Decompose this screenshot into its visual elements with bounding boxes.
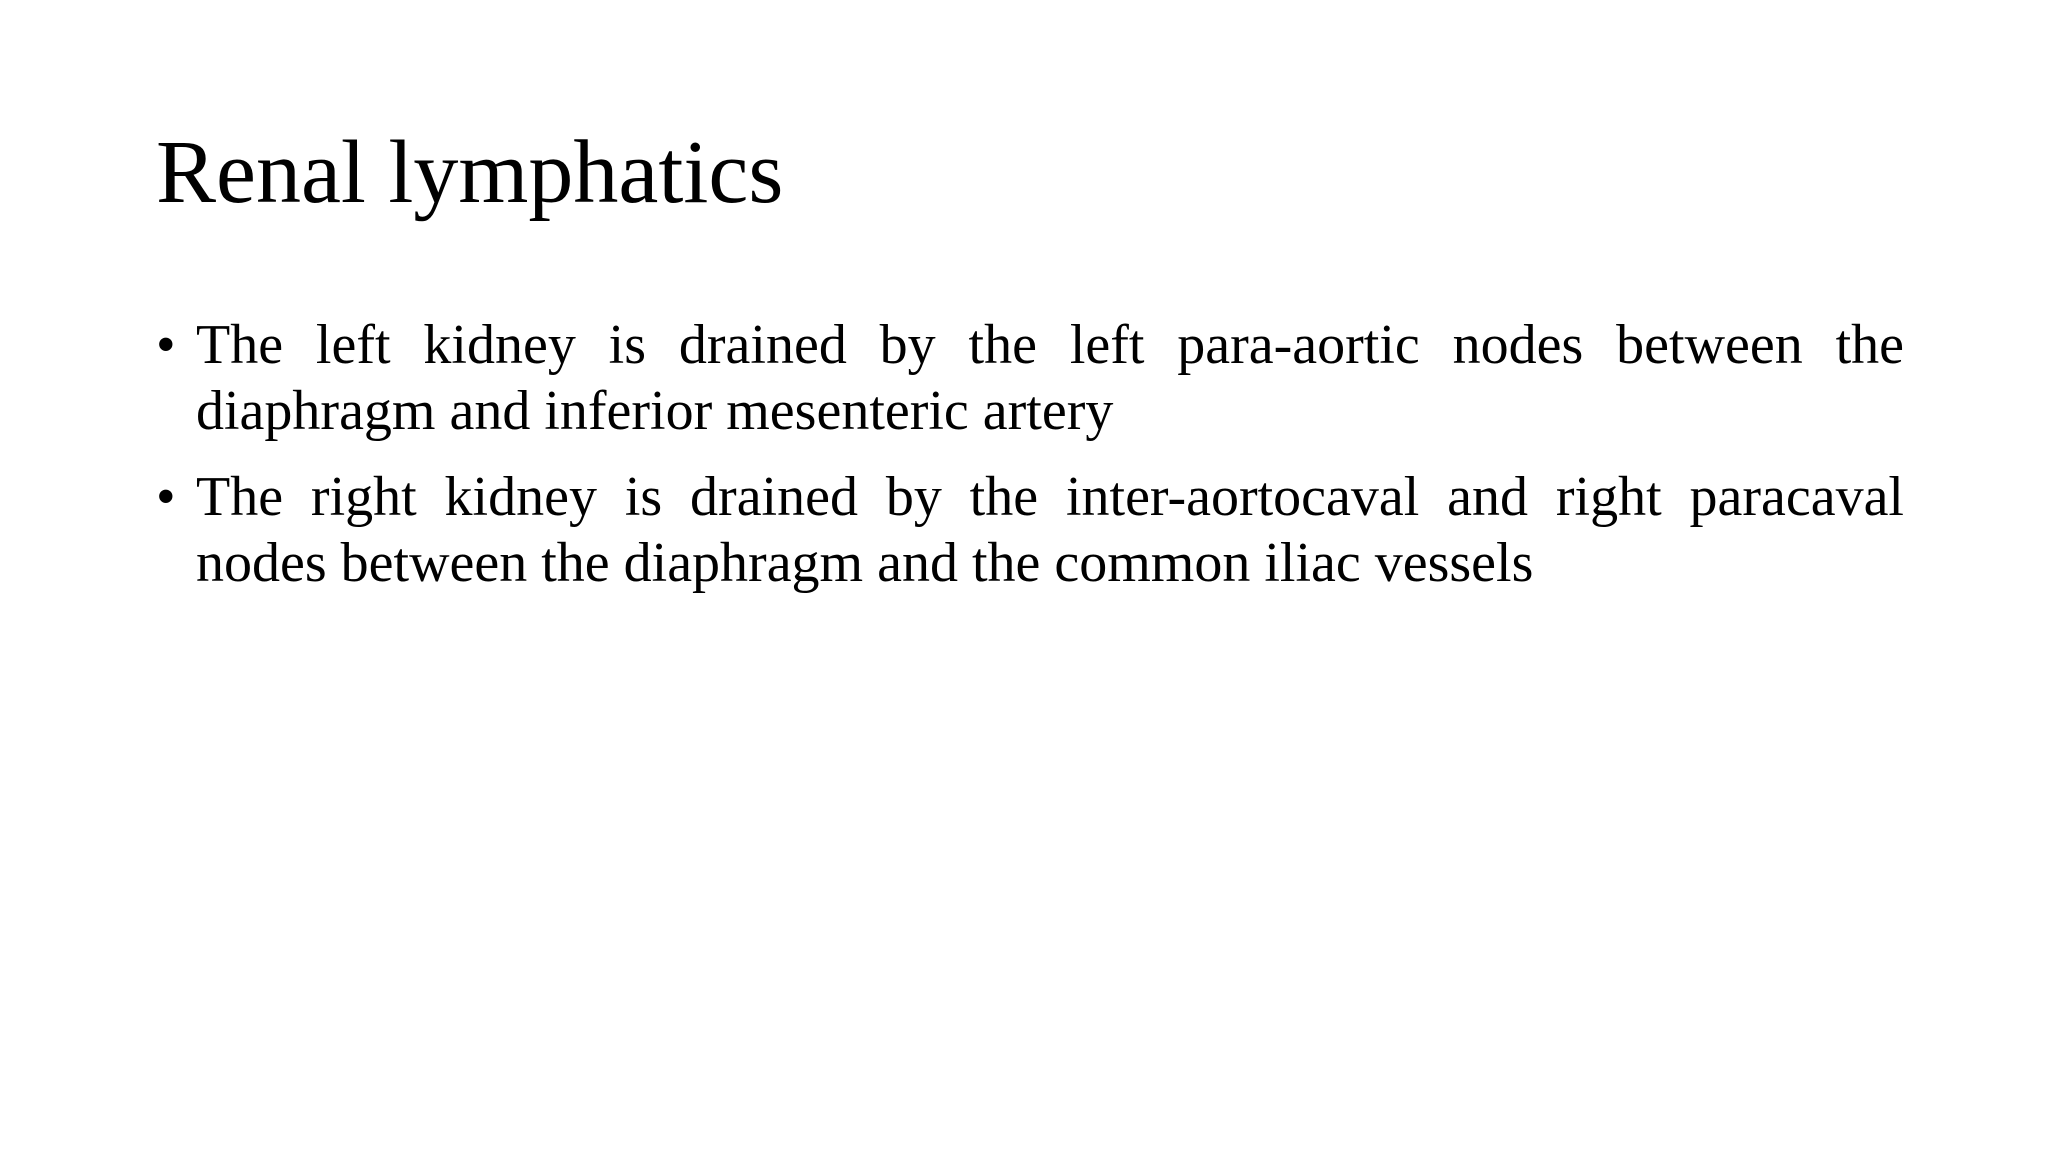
bullet-item — [156, 464, 1904, 596]
bullet-text: The left kidney is drained by the left para-aortic nodes between the diaphragm and inferior mesenteric artery — [196, 314, 1904, 442]
bullet-icon: • — [156, 466, 176, 528]
slide-title: Renal lymphatics — [156, 123, 784, 222]
bullet-icon: • — [156, 314, 176, 376]
bullet-list — [156, 312, 1904, 616]
bullet-text: The right kidney is drained by the inter-aortocaval and right paracaval nodes between the diaphragm and the common iliac vessels — [196, 466, 1904, 594]
bullet-item — [156, 312, 1904, 444]
